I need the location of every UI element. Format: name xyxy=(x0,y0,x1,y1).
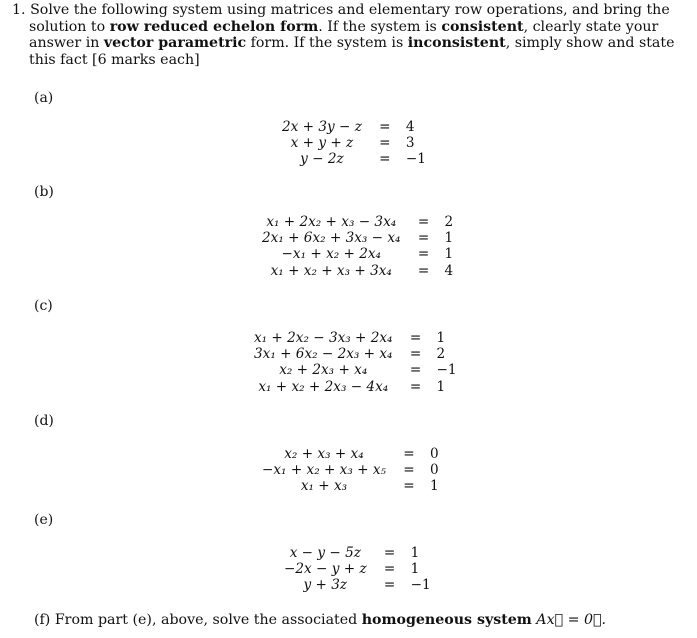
equals: = xyxy=(403,462,415,479)
rhs: 1 xyxy=(410,561,420,578)
system-row xyxy=(254,346,457,362)
lhs: x₂ + x₃ + x₄ xyxy=(284,446,364,462)
equals: = xyxy=(379,151,391,168)
part-b-label: (b) xyxy=(34,184,54,200)
equals: = xyxy=(379,119,391,135)
question-line-3 xyxy=(12,35,674,51)
equals: = xyxy=(383,577,396,594)
lhs: x₂ + 2x₃ + x₄ xyxy=(279,362,368,379)
equals: = xyxy=(409,362,422,379)
equals: = xyxy=(379,135,391,152)
equals: = xyxy=(417,262,430,279)
part-f-text-d: x⃗ = 0⃗. xyxy=(546,612,607,628)
system-b xyxy=(262,214,453,279)
equals: = xyxy=(409,378,422,395)
lhs: y − 2z xyxy=(300,151,344,168)
system-row xyxy=(282,151,426,167)
equals: = xyxy=(417,246,430,263)
equals: = xyxy=(409,330,422,346)
lhs: x₁ + x₃ xyxy=(300,478,348,495)
question-line-1: Solve the following system using matrices and elementary row operations, and bring the xyxy=(30,2,670,18)
system-d xyxy=(262,446,439,495)
lhs: 2x₁ + 6x₂ + 3x₃ − x₄ xyxy=(262,230,401,247)
line2-a: solution to xyxy=(29,18,110,35)
lhs: 3x₁ + 6x₂ − 2x₃ + x₄ xyxy=(254,346,393,363)
line3-b: vector parametric xyxy=(103,35,247,52)
equals: = xyxy=(403,446,415,462)
line2-e: , clearly state your xyxy=(523,18,659,35)
equals: = xyxy=(403,478,415,495)
equals: = xyxy=(383,561,396,578)
rhs: 2 xyxy=(444,214,454,230)
rhs: 4 xyxy=(444,262,454,279)
system-row xyxy=(254,362,457,378)
rhs: 1 xyxy=(436,378,446,395)
system-row xyxy=(262,446,439,462)
rhs: −1 xyxy=(436,362,457,379)
line2-b: row reduced echelon form xyxy=(109,18,319,35)
lhs: −x₁ + x₂ + 2x₄ xyxy=(281,246,381,263)
part-c-label: (c) xyxy=(34,298,53,314)
line3-a: answer in xyxy=(29,35,104,52)
line2-c: . If the system is xyxy=(318,18,442,35)
lhs: y + 3z xyxy=(303,577,348,594)
rhs: 4 xyxy=(405,119,415,135)
system-row xyxy=(254,330,457,346)
rhs: −1 xyxy=(405,151,426,168)
system-row xyxy=(262,263,453,279)
part-f-text-c: A xyxy=(531,612,547,628)
system-row xyxy=(262,462,439,478)
line2-d: consistent xyxy=(441,18,524,35)
rhs: 3 xyxy=(405,135,415,152)
rhs: 1 xyxy=(429,478,439,495)
system-row xyxy=(262,478,439,494)
system-row xyxy=(282,119,426,135)
part-f-label: (f) xyxy=(34,612,51,628)
system-a xyxy=(282,119,426,168)
question-number: 1. xyxy=(12,2,26,18)
system-row xyxy=(284,577,431,593)
lhs: x + y + z xyxy=(290,135,354,152)
question-line-4: this fact [6 marks each] xyxy=(29,51,200,68)
rhs: 1 xyxy=(436,330,446,346)
lhs: −x₁ + x₂ + x₃ + x₅ xyxy=(262,462,386,479)
lhs: x − y − 5z xyxy=(289,545,361,561)
lhs: x₁ + x₂ + 2x₃ − 4x₄ xyxy=(258,378,389,395)
lhs: x₁ + 2x₂ − 3x₃ + 2x₄ xyxy=(254,330,393,346)
part-f-text xyxy=(34,612,606,628)
system-row xyxy=(262,246,453,262)
rhs: 0 xyxy=(429,446,439,462)
line3-c: form. If the system is xyxy=(246,35,408,52)
system-e xyxy=(284,545,431,594)
equals: = xyxy=(417,214,430,230)
lhs: 2x + 3y − z xyxy=(282,119,362,135)
equals: = xyxy=(409,346,422,363)
system-c xyxy=(254,330,457,395)
rhs: 1 xyxy=(444,246,454,263)
lhs: x₁ + x₂ + x₃ + 3x₄ xyxy=(270,262,392,279)
question-line-2 xyxy=(12,19,658,35)
lhs: x₁ + 2x₂ + x₃ − 3x₄ xyxy=(266,214,397,230)
system-row xyxy=(284,561,431,577)
part-f-text-a: From part (e), above, solve the associated xyxy=(50,612,362,628)
line3-e: , simply show and state xyxy=(505,35,675,52)
part-e-label: (e) xyxy=(34,512,54,528)
system-row xyxy=(262,214,453,230)
rhs: 2 xyxy=(436,346,446,363)
system-row xyxy=(282,135,426,151)
system-row xyxy=(254,379,457,395)
rhs: 1 xyxy=(410,545,420,561)
lhs: −2x − y + z xyxy=(284,561,367,578)
equals: = xyxy=(383,545,396,561)
system-row xyxy=(262,230,453,246)
part-a-label: (a) xyxy=(34,90,54,106)
question-text xyxy=(12,2,688,68)
part-f-text-b: homogeneous system xyxy=(361,612,532,628)
line3-d: inconsistent xyxy=(407,35,506,52)
rhs: −1 xyxy=(410,577,431,594)
system-row xyxy=(284,545,431,561)
part-d-label: (d) xyxy=(34,413,54,429)
equals: = xyxy=(417,230,430,247)
rhs: 0 xyxy=(429,462,439,479)
rhs: 1 xyxy=(444,230,454,247)
